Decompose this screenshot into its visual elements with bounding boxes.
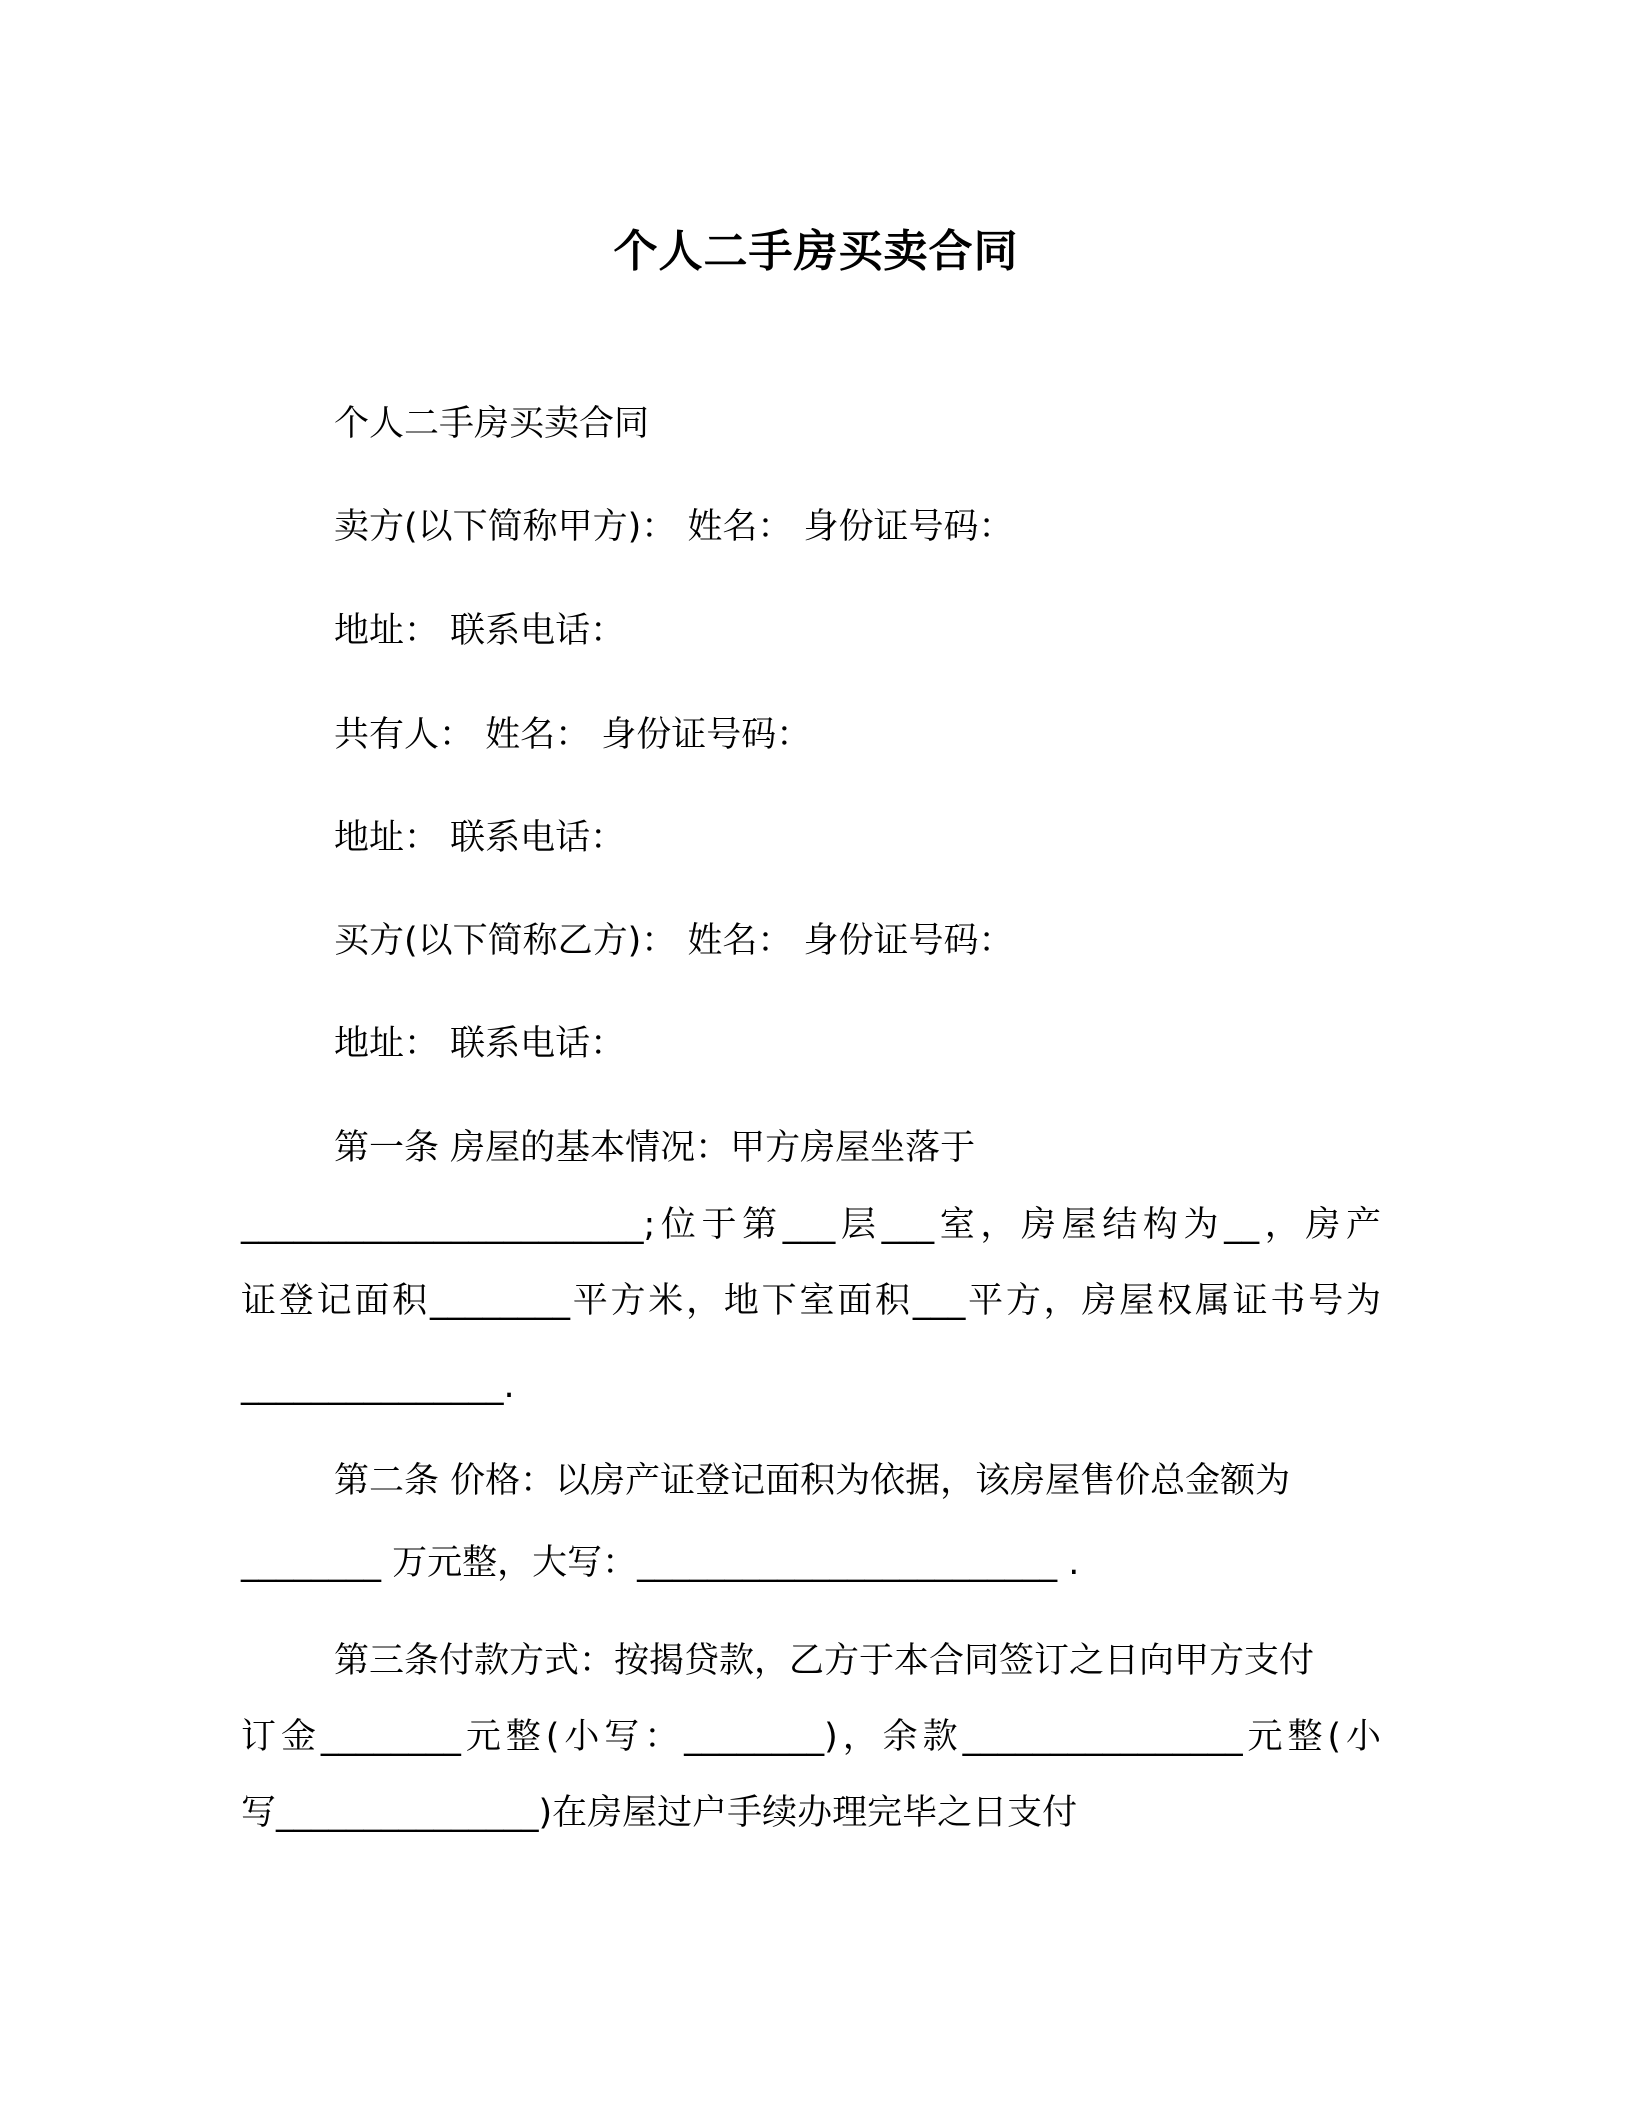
document-title: 个人二手房买卖合同 [613, 226, 1019, 277]
seller-address-line: 地址： 联系电话： [334, 611, 626, 651]
co-owner-address-line: 地址： 联系电话： [334, 818, 626, 858]
article-3-line-3: 写_______________)在房屋过户手续办理完毕之日支付 [241, 1793, 1078, 1833]
article-3-line-2: 订金________元整(小写：________)，余款________________元整(小 [241, 1717, 1381, 1757]
co-owner-info-line: 共有人： 姓名： 身份证号码： [334, 715, 812, 755]
seller-info-line: 卖方(以下简称甲方)： 姓名： 身份证号码： [334, 507, 1014, 547]
article-2-heading: 第二条 价格：以房产证登记面积为依据，该房屋售价总金额为 [334, 1461, 1291, 1501]
article-1-line-2: _______________________;位于第___层___室，房屋结构为__，房产 [241, 1205, 1381, 1245]
subtitle-line: 个人二手房买卖合同 [334, 404, 650, 444]
article-3-heading: 第三条付款方式：按揭贷款，乙方于本合同签订之日向甲方支付 [334, 1641, 1315, 1681]
buyer-info-line: 买方(以下简称乙方)： 姓名： 身份证号码： [334, 921, 1014, 961]
article-2-line-2: ________ 万元整，大写：________________________ . [241, 1543, 1080, 1583]
article-1-heading: 第一条 房屋的基本情况：甲方房屋坐落于 [334, 1128, 976, 1168]
article-1-line-4: _______________. [241, 1366, 515, 1406]
buyer-address-line: 地址： 联系电话： [334, 1024, 626, 1064]
article-1-line-3: 证登记面积________平方米，地下室面积___平方，房屋权属证书号为 [241, 1281, 1381, 1321]
